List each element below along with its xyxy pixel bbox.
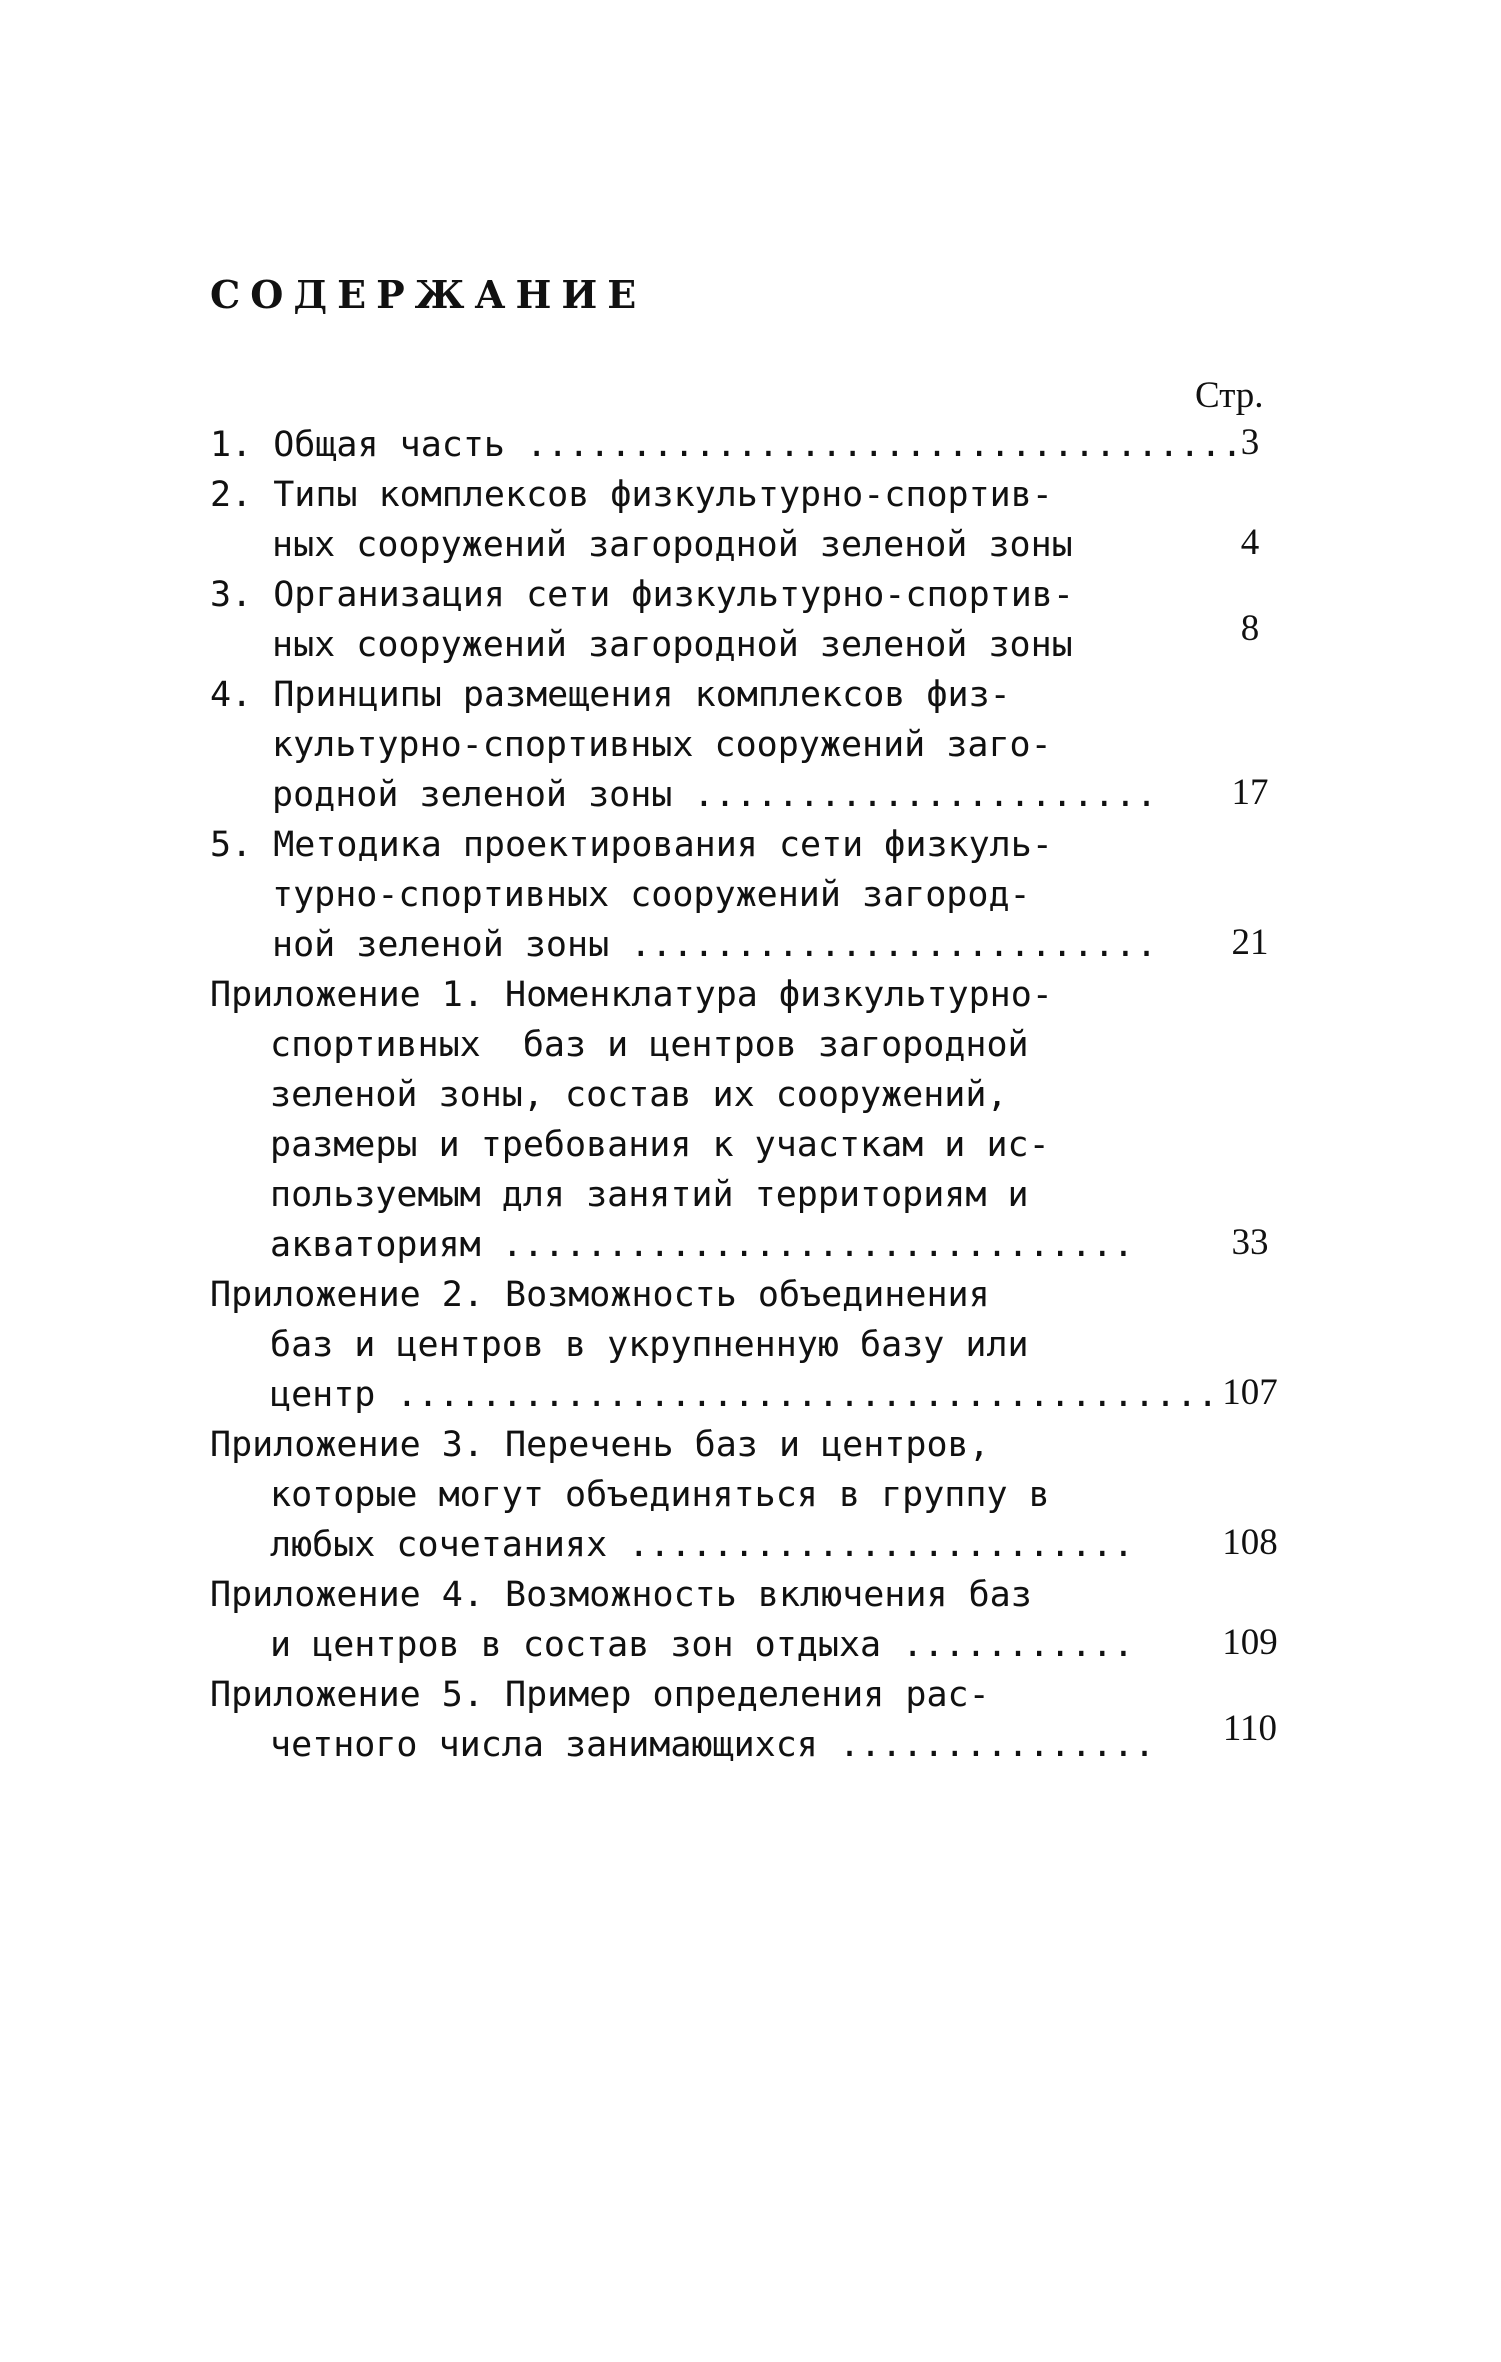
toc-entry-line [0,1175,1501,1215]
toc-entry-line [0,1075,1501,1115]
toc-entry-text: 3. Организация сети физкультурно-спортив- [210,575,1074,615]
toc-entry-line [0,1275,1501,1315]
toc-title: СОДЕРЖАНИЕ [210,272,647,317]
toc-entry-text: Приложение 3. Перечень баз и центров, [210,1425,990,1465]
toc-entry-text: размеры и требования к участкам и ис- [270,1125,1050,1165]
toc-entry-text: зеленой зоны, состав их сооружений, [270,1075,1008,1115]
toc-entry-text: культурно-спортивных сооружений заго- [272,725,1052,765]
toc-entry-text: турно-спортивных сооружений загород- [272,875,1031,915]
toc-entry-line [0,975,1501,1015]
toc-entry-text: Приложение 2. Возможность объединения [210,1275,990,1315]
toc-page-number: 107 [1222,1372,1278,1413]
toc-page-number: 4 [1240,522,1260,563]
toc-entry-text: 2. Типы комплексов физкультурно-спортив- [210,475,1053,515]
toc-entry-text: которые могут объединяться в группу в [270,1475,1050,1515]
toc-entry-text: Приложение 5. Пример определения рас- [210,1675,990,1715]
toc-page-number: 3 [1240,422,1260,463]
toc-page-number: 17 [1231,772,1269,813]
toc-entry-text: центр ....................................... [270,1375,1219,1415]
toc-entry-text: 5. Методика проектирования сети физкуль- [210,825,1053,865]
toc-entry-text: родной зеленой зоны ...................... [272,775,1158,815]
toc-entry-line [0,675,1501,715]
toc-entry-text: ных сооружений загородной зеленой зоны [272,625,1073,665]
toc-entry-text: любых сочетаниях ........................ [270,1525,1134,1565]
toc-entry-line [0,1475,1501,1515]
toc-entry-text: Приложение 1. Номенклатура физкультурно- [210,975,1053,1015]
toc-entry-text: спортивных баз и центров загородной [270,1025,1029,1065]
toc-entry-text: 4. Принципы размещения комплексов физ- [210,675,1011,715]
toc-entry-text: ных сооружений загородной зеленой зоны [272,525,1073,565]
toc-page-number: 8 [1240,608,1260,649]
toc-entry-line [0,475,1501,515]
toc-entry-text: и центров в состав зон отдыха ........... [270,1625,1134,1665]
toc-page-number: 33 [1231,1222,1269,1263]
toc-entry-text: баз и центров в укрупненную базу или [270,1325,1029,1365]
page-column-header: Стр. [1195,375,1264,416]
toc-page-number: 108 [1222,1522,1278,1563]
toc-entry-line [0,1425,1501,1465]
toc-page-number: 109 [1222,1622,1278,1663]
toc-entry-line [0,1125,1501,1165]
toc-entry-line [0,875,1501,915]
toc-entry-line [0,825,1501,865]
toc-entry-line [0,1575,1501,1615]
toc-entry-line [0,1025,1501,1065]
toc-page-number: 110 [1222,1708,1278,1749]
toc-entry-text: 1. Общая часть .................................. [210,425,1243,465]
toc-entry-line [0,725,1501,765]
toc-entry-text: акваториям .............................. [270,1225,1134,1265]
toc-entry-line [0,1325,1501,1365]
toc-entry-text: четного числа занимающихся ............... [270,1725,1156,1765]
toc-entry-text: ной зеленой зоны ......................... [272,925,1158,965]
toc-entry-text: Приложение 4. Возможность включения баз [210,1575,1032,1615]
toc-entry-text: пользуемым для занятий территориям и [270,1175,1029,1215]
toc-page-number: 21 [1231,922,1269,963]
